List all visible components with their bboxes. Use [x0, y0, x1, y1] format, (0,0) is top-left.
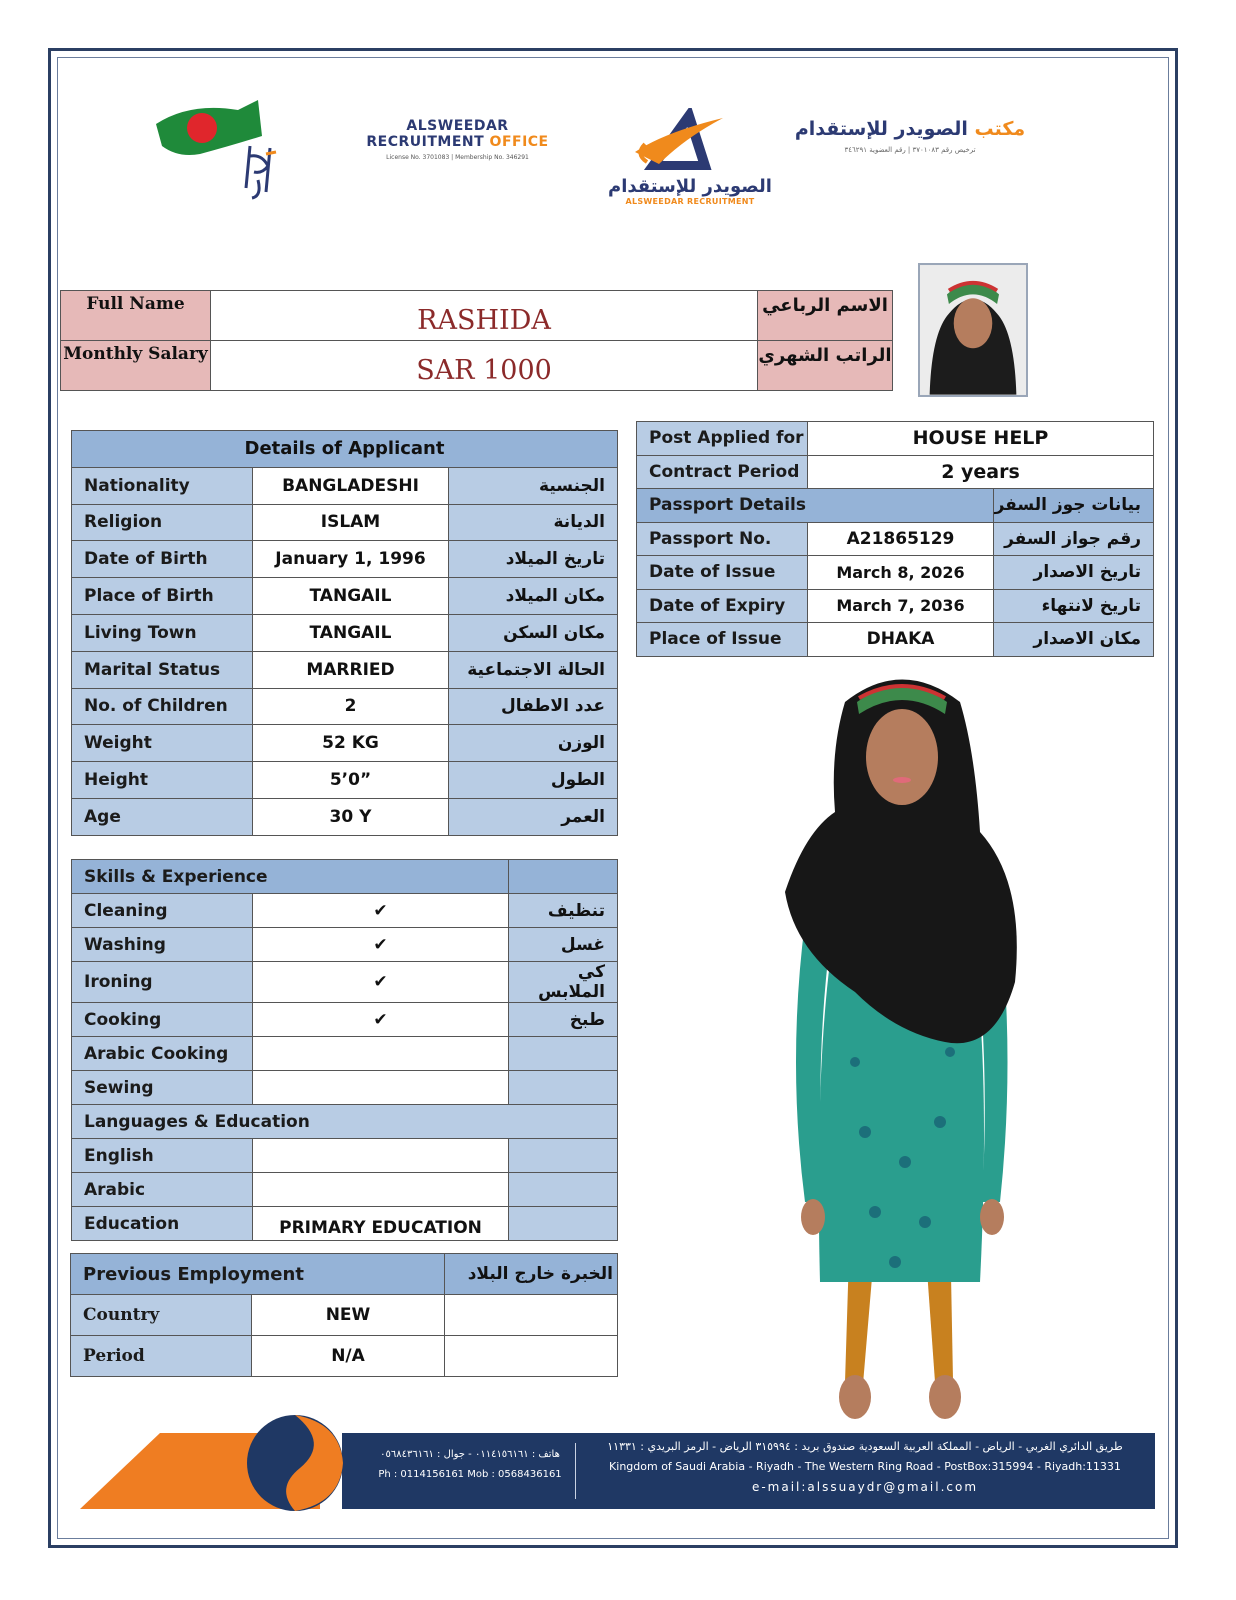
details-label-ar: الوزن	[449, 725, 618, 762]
a-mark-icon	[605, 108, 775, 170]
details-row	[72, 541, 618, 578]
passport-label: Passport No.	[637, 522, 808, 556]
previous-employment-table	[70, 1253, 618, 1377]
details-value: January 1, 1996	[253, 541, 449, 578]
details-label-ar: مكان السكن	[449, 614, 618, 651]
details-label-ar: العمر	[449, 798, 618, 835]
skill-row	[72, 1037, 618, 1071]
language-label: English	[72, 1139, 253, 1173]
footer	[80, 1413, 1155, 1513]
details-label: Date of Birth	[72, 541, 253, 578]
details-value: MARRIED	[253, 651, 449, 688]
applicant-details-table	[71, 430, 618, 836]
details-value: 30 Y	[253, 798, 449, 835]
center-logo-english: ALSWEEDAR RECRUITMENT	[625, 197, 755, 206]
arabic-logo-b: الصويدر للإستقدام	[794, 118, 968, 140]
education-row	[72, 1207, 618, 1241]
full-name-label: Full Name	[61, 291, 211, 341]
footer-orange-wedge	[80, 1433, 160, 1509]
logo-line-2	[355, 134, 560, 150]
language-value	[253, 1139, 509, 1173]
passport-label: Place of Issue	[637, 623, 808, 657]
skill-value	[253, 1071, 509, 1105]
footer-phone-block	[370, 1445, 570, 1485]
details-row	[72, 467, 618, 504]
details-row	[72, 762, 618, 799]
passport-row	[637, 522, 1154, 556]
skill-label-ar	[509, 1071, 618, 1105]
details-row	[72, 651, 618, 688]
prev-blank	[445, 1336, 618, 1377]
details-label: Age	[72, 798, 253, 835]
salary-label-ar: الراتب الشهري	[758, 341, 893, 391]
skills-header-row	[72, 860, 618, 894]
details-label: Weight	[72, 725, 253, 762]
details-label-ar: مكان الميلاد	[449, 578, 618, 615]
footer-phone-en: Ph : 0114156161 Mob : 0568436161	[378, 1469, 562, 1480]
applicant-full-photo	[775, 662, 1030, 1432]
footer-address-block	[585, 1437, 1145, 1497]
details-row	[72, 798, 618, 835]
prev-header-row	[71, 1254, 618, 1295]
details-label-ar: عدد الاطفال	[449, 688, 618, 725]
prev-row	[71, 1336, 618, 1377]
passport-row	[637, 556, 1154, 590]
identity-table	[60, 290, 893, 391]
details-value: 5’0”	[253, 762, 449, 799]
passport-label-ar: تاريخ الاصدار	[994, 556, 1154, 590]
skills-title: Skills & Experience	[72, 860, 509, 894]
prev-value: N/A	[252, 1336, 445, 1377]
details-row	[72, 578, 618, 615]
details-label-ar: الحالة الاجتماعية	[449, 651, 618, 688]
skill-label: Arabic Cooking	[72, 1037, 253, 1071]
skill-value	[253, 1037, 509, 1071]
details-value: ISLAM	[253, 504, 449, 541]
salary-value: SAR 1000	[211, 341, 758, 391]
footer-logo-circle-icon	[240, 1413, 350, 1513]
full-name-value: RASHIDA	[211, 291, 758, 341]
details-header-row	[72, 431, 618, 468]
details-label: Living Town	[72, 614, 253, 651]
skill-label: Cooking	[72, 1003, 253, 1037]
passport-label: Date of Issue	[637, 556, 808, 590]
check-icon: ✔	[253, 962, 509, 1003]
details-row	[72, 614, 618, 651]
passport-title: Passport Details	[637, 489, 994, 523]
logo-license: License No. 3701083 | Membership No. 346291	[386, 154, 529, 161]
salary-row	[61, 341, 893, 391]
post-value: HOUSE HELP	[808, 422, 1154, 456]
details-label: Religion	[72, 504, 253, 541]
recruitment-office-logo	[355, 118, 560, 176]
details-label: Height	[72, 762, 253, 799]
check-icon: ✔	[253, 928, 509, 962]
arabic-office-logo	[790, 118, 1030, 168]
skill-row	[72, 894, 618, 928]
prev-blank	[445, 1295, 618, 1336]
skill-label-ar: طبخ	[509, 1003, 618, 1037]
details-row	[72, 504, 618, 541]
education-label-ar	[509, 1207, 618, 1241]
passport-value: A21865129	[808, 522, 994, 556]
skill-row	[72, 1071, 618, 1105]
full-name-label-ar: الاسم الرباعي	[758, 291, 893, 341]
passport-label: Date of Expiry	[637, 589, 808, 623]
contract-value: 2 years	[808, 455, 1154, 489]
details-value: 52 KG	[253, 725, 449, 762]
logo-line-2b: OFFICE	[489, 134, 549, 150]
details-value: TANGAIL	[253, 614, 449, 651]
details-label-ar: الطول	[449, 762, 618, 799]
details-value: BANGLADESHI	[253, 467, 449, 504]
passport-value: DHAKA	[808, 623, 994, 657]
arabic-logo-text	[790, 118, 1030, 140]
details-value: 2	[253, 688, 449, 725]
details-label: No. of Children	[72, 688, 253, 725]
skill-label-ar	[509, 1037, 618, 1071]
center-logo-arabic: الصويدر للإستقدام	[608, 176, 772, 197]
footer-email[interactable]: e-mail:alssuaydr@gmail.com	[751, 1480, 979, 1494]
contract-row	[637, 455, 1154, 489]
passport-value: March 8, 2026	[808, 556, 994, 590]
logo-line-1: ALSWEEDAR	[406, 118, 509, 134]
skill-row	[72, 962, 618, 1003]
language-row	[72, 1139, 618, 1173]
details-label-ar: الديانة	[449, 504, 618, 541]
skills-table	[71, 859, 618, 1241]
center-logo	[605, 108, 775, 213]
details-label-ar: تاريخ الميلاد	[449, 541, 618, 578]
language-row	[72, 1173, 618, 1207]
details-title: Details of Applicant	[72, 431, 618, 468]
arabic-logo-a: مكتب	[974, 118, 1026, 140]
logo-line-2a: RECRUITMENT	[366, 134, 485, 150]
skill-label-ar: كي الملابس	[509, 962, 618, 1003]
prev-title-ar: الخبرة خارج البلاد	[445, 1254, 618, 1295]
skill-row	[72, 928, 618, 962]
skill-label: Cleaning	[72, 894, 253, 928]
full-name-row	[61, 291, 893, 341]
passport-label-ar: مكان الاصدار	[994, 623, 1154, 657]
footer-address-en: Kingdom of Saudi Arabia - Riyadh - The Western Ring Road - PostBox:315994 - Riyadh:11331	[609, 1460, 1121, 1473]
post-passport-table	[636, 421, 1154, 657]
skill-label: Washing	[72, 928, 253, 962]
salary-label: Monthly Salary	[61, 341, 211, 391]
prev-title: Previous Employment	[71, 1254, 445, 1295]
post-row	[637, 422, 1154, 456]
prev-row	[71, 1295, 618, 1336]
passport-header-row	[637, 489, 1154, 523]
check-icon: ✔	[253, 1003, 509, 1037]
footer-divider	[575, 1443, 576, 1499]
details-row	[72, 688, 618, 725]
check-icon: ✔	[253, 894, 509, 928]
details-row	[72, 725, 618, 762]
language-label-ar	[509, 1139, 618, 1173]
prev-label: Period	[71, 1336, 252, 1377]
arabic-logo-sub: ترخيص رقم ٣٧٠١٠٨٣ | رقم العضوية ٣٤٦٢٩١	[844, 146, 976, 154]
skill-label: Sewing	[72, 1071, 253, 1105]
skill-label: Ironing	[72, 962, 253, 1003]
languages-header-row	[72, 1105, 618, 1139]
details-label-ar: الجنسية	[449, 467, 618, 504]
footer-address-ar: طريق الدائري الغربي - الرياض - المملكة العربية السعودية صندوق بريد : ٣١٥٩٩٤ الرياض - الرمز البريدي : ١١٣٣١	[607, 1440, 1123, 1453]
language-label-ar	[509, 1173, 618, 1207]
skill-label-ar: غسل	[509, 928, 618, 962]
language-value	[253, 1173, 509, 1207]
language-label: Arabic	[72, 1173, 253, 1207]
passport-title-ar: بيانات جوز السفر	[994, 489, 1154, 523]
details-label: Marital Status	[72, 651, 253, 688]
passport-label-ar: تاريخ لانتهاء	[994, 589, 1154, 623]
skill-label-ar: تنظيف	[509, 894, 618, 928]
prev-label: Country	[71, 1295, 252, 1336]
passport-row	[637, 589, 1154, 623]
prev-value: NEW	[252, 1295, 445, 1336]
education-value: PRIMARY EDUCATION	[253, 1207, 509, 1241]
details-label: Place of Birth	[72, 578, 253, 615]
post-label: Post Applied for	[637, 422, 808, 456]
languages-title: Languages & Education	[72, 1105, 618, 1139]
applicant-portrait-photo	[918, 263, 1028, 397]
passport-value: March 7, 2036	[808, 589, 994, 623]
footer-phone-ar: هاتف : ٠١١٤١٥٦١٦١ - جوال : ٠٥٦٨٤٣٦١٦١	[380, 1449, 560, 1460]
passport-label-ar: رقم جواز السفر	[994, 522, 1154, 556]
skills-header-blank	[509, 860, 618, 894]
details-value: TANGAIL	[253, 578, 449, 615]
skill-row	[72, 1003, 618, 1037]
bangladesh-flag-logo	[150, 96, 300, 206]
contract-label: Contract Period	[637, 455, 808, 489]
details-label: Nationality	[72, 467, 253, 504]
education-label: Education	[72, 1207, 253, 1241]
passport-row	[637, 623, 1154, 657]
